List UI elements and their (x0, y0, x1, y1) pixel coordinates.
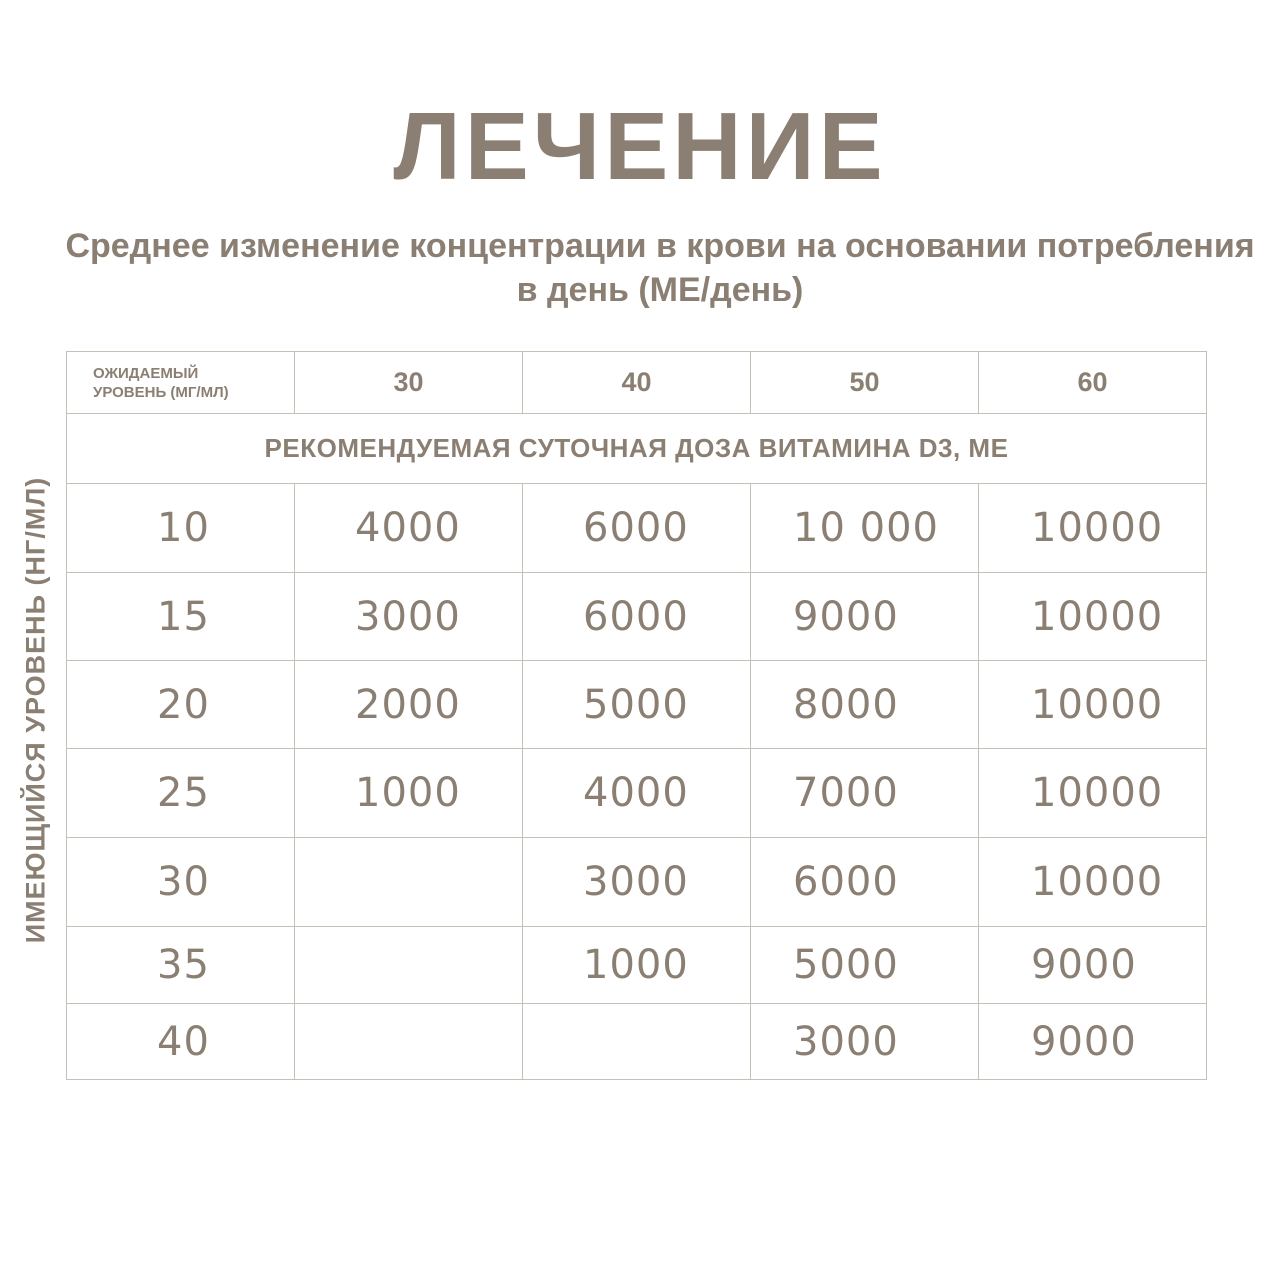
dose-cell: 6000 (523, 573, 751, 661)
expected-level-header-line1: ОЖИДАЕМЫЙ (93, 364, 199, 382)
header-row (67, 352, 1207, 414)
current-level-cell: 30 (67, 838, 295, 927)
dose-cell: 6000 (523, 484, 751, 573)
dose-cell: 9000 (751, 573, 979, 661)
column-header: 40 (523, 352, 751, 414)
dose-cell: 4000 (295, 484, 523, 573)
dose-cell: 1000 (523, 927, 751, 1004)
table-row (67, 749, 1207, 838)
dose-cell: 5000 (751, 927, 979, 1004)
dose-cell: 3000 (295, 573, 523, 661)
dose-cell: 10000 (979, 838, 1207, 927)
dose-cell: 3000 (523, 838, 751, 927)
dose-cell (523, 1004, 751, 1080)
dose-cell: 9000 (979, 927, 1207, 1004)
column-header: 30 (295, 352, 523, 414)
table-row (67, 1004, 1207, 1080)
dose-cell: 1000 (295, 749, 523, 838)
current-level-cell: 35 (67, 927, 295, 1004)
dose-cell (295, 1004, 523, 1080)
dose-cell: 4000 (523, 749, 751, 838)
dosage-table (66, 351, 1207, 1080)
table-row (67, 661, 1207, 749)
dose-cell: 10000 (979, 573, 1207, 661)
column-header: 60 (979, 352, 1207, 414)
dose-cell (295, 927, 523, 1004)
side-axis-label: ИМЕЮЩИЙСЯ УРОВЕНЬ (НГ/МЛ) (20, 476, 51, 944)
current-level-cell: 40 (67, 1004, 295, 1080)
expected-level-header (67, 352, 295, 414)
current-level-cell: 25 (67, 749, 295, 838)
current-level-cell: 15 (67, 573, 295, 661)
dose-cell: 9000 (979, 1004, 1207, 1080)
dose-cell (295, 838, 523, 927)
dose-cell: 3000 (751, 1004, 979, 1080)
table-row (67, 838, 1207, 927)
dose-cell: 10 000 (751, 484, 979, 573)
dose-cell: 8000 (751, 661, 979, 749)
table-row (67, 573, 1207, 661)
dose-cell: 7000 (751, 749, 979, 838)
dose-cell: 6000 (751, 838, 979, 927)
dose-cell: 10000 (979, 749, 1207, 838)
expected-level-header-line2: УРОВЕНЬ (МГ/МЛ) (93, 383, 229, 401)
column-header: 50 (751, 352, 979, 414)
dose-cell: 10000 (979, 661, 1207, 749)
table-row (67, 927, 1207, 1004)
page-title: ЛЕЧЕНИЕ (393, 93, 887, 200)
current-level-cell: 20 (67, 661, 295, 749)
dose-cell: 10000 (979, 484, 1207, 573)
dose-row-label: РЕКОМЕНДУЕМАЯ СУТОЧНАЯ ДОЗА ВИТАМИНА D3, МЕ (67, 414, 1207, 484)
current-level-cell: 10 (67, 484, 295, 573)
dose-cell: 5000 (523, 661, 751, 749)
dose-cell: 2000 (295, 661, 523, 749)
dose-row (67, 414, 1207, 484)
page-subtitle: Среднее изменение концентрации в крови на основании потребления в день (МЕ/день) (65, 227, 1255, 309)
table-row (67, 484, 1207, 573)
